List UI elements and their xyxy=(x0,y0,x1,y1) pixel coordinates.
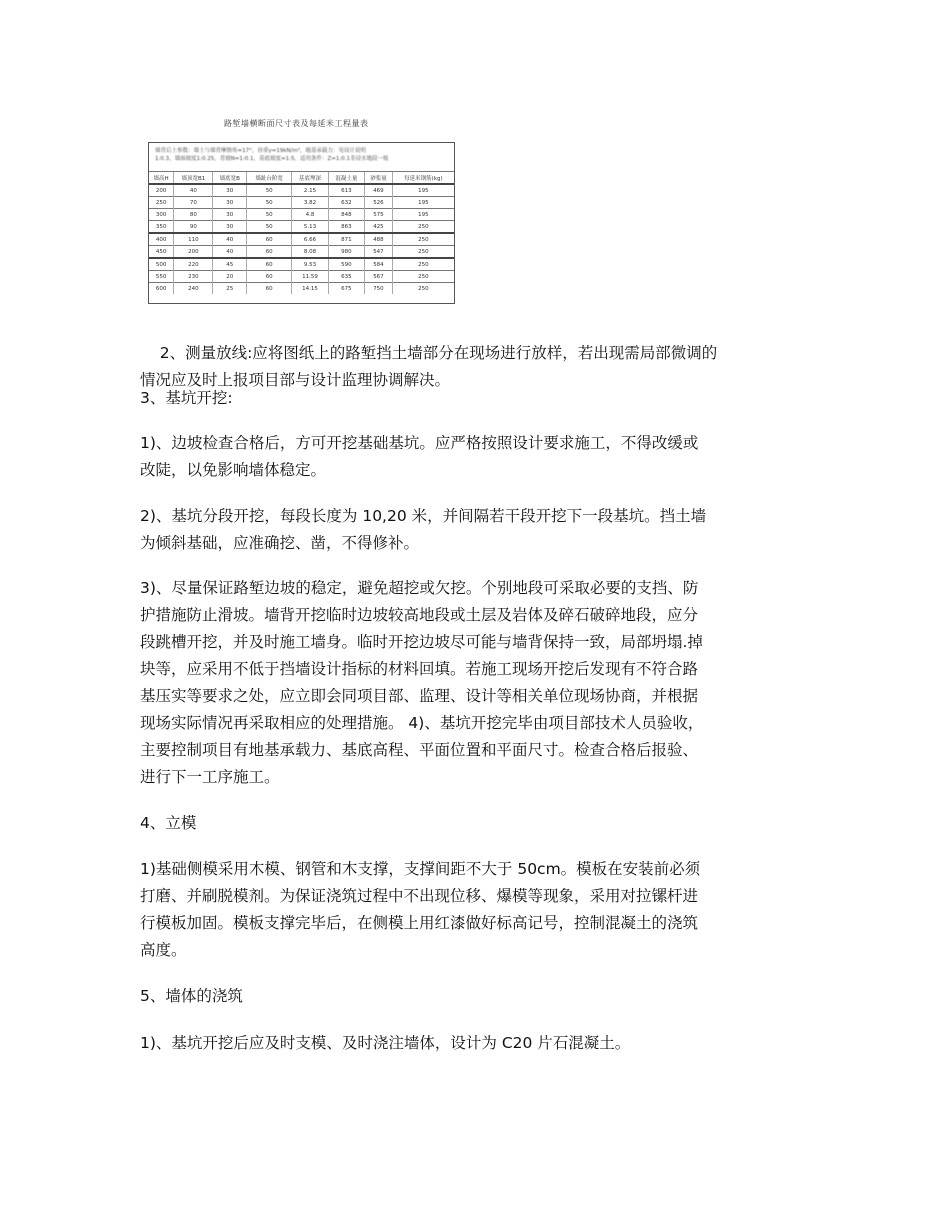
figure-table-cell: 871 xyxy=(328,233,364,246)
column-header: 墙趾台阶宽 xyxy=(247,172,292,185)
figure-table-box xyxy=(148,142,455,304)
figure-table-cell: 500 xyxy=(149,258,174,271)
figure-table-cell: 632 xyxy=(328,197,364,209)
text-line: 情况应及时上报项目部与设计监理协调解决。 xyxy=(140,371,451,389)
column-header: 基底埋深 xyxy=(292,172,328,185)
figure-table-cell: 488 xyxy=(365,233,393,246)
text-line: 行模板加固。模板支撑完毕后，在侧模上用红漆做好标高记号，控制混凝土的浇筑 xyxy=(140,914,699,932)
figure-table-row xyxy=(149,283,454,295)
figure-table-row xyxy=(149,271,454,283)
figure-table-cell: 30 xyxy=(213,197,247,209)
figure-table-cell: 45 xyxy=(213,258,247,271)
figure-table-cell: 60 xyxy=(247,246,292,259)
figure-table-cell: 450 xyxy=(149,246,174,259)
figure-table-body xyxy=(149,184,454,294)
figure-table-cell: 425 xyxy=(365,221,393,234)
column-header: 墙顶宽B1 xyxy=(174,172,213,185)
figure-title: 路堑墙横断面尺寸表及每延米工程量表 xyxy=(224,119,369,128)
text-line: 现场实际情况再采取相应的处理措施。 4)、基坑开挖完毕由项目部技术人员验收， xyxy=(140,714,704,732)
paragraph-excavation-3 xyxy=(140,575,820,791)
text-line: 护措施防止滑坡。墙背开挖临时边坡较高地段或土层及岩体及碎石破碎地段，应分 xyxy=(140,606,699,624)
figure-table-cell: 6.66 xyxy=(292,233,328,246)
figure-table-cell: 863 xyxy=(328,221,364,234)
text-line: 2、测量放线:应将图纸上的路堑挡土墙部分在现场进行放样，若出现需局部微调的 xyxy=(159,344,718,362)
figure-table-cell: 200 xyxy=(149,184,174,197)
figure-table-cell: 40 xyxy=(174,184,213,197)
figure-header-notes xyxy=(155,147,388,163)
text-line: 3)、尽量保证路堑边坡的稳定，避免超挖或欠挖。个别地段可采取必要的支挡、防 xyxy=(140,579,699,597)
figure-table-row xyxy=(149,197,454,209)
paragraph-excavation-1 xyxy=(140,430,820,484)
figure-table-cell: 848 xyxy=(328,209,364,221)
figure-table-cell: 200 xyxy=(174,246,213,259)
text-line: 1)、边坡检查合格后，方可开挖基础基坑。应严格按照设计要求施工，不得改缓或 xyxy=(140,434,699,452)
figure-table-cell: 980 xyxy=(328,246,364,259)
figure-table-cell: 14.15 xyxy=(292,283,328,295)
paragraph-wall-pouring-1 xyxy=(140,1030,820,1057)
text-line: 段跳槽开挖，并及时施工墙身。临时开挖边坡尽可能与墙背保持一致，局部坍塌.掉 xyxy=(140,633,703,651)
column-header: 每延米钢筋(kg) xyxy=(392,172,454,185)
figure-table-cell: 50 xyxy=(247,197,292,209)
figure-table-cell: 250 xyxy=(392,283,454,295)
paragraph-formwork-1 xyxy=(140,856,820,964)
figure-table-row xyxy=(149,221,454,234)
text-line: 3、基坑开挖: xyxy=(140,389,233,407)
figure-table-cell: 250 xyxy=(392,233,454,246)
column-header: 混凝土量 xyxy=(328,172,364,185)
figure-table-cell: 250 xyxy=(392,258,454,271)
figure-table-cell: 40 xyxy=(213,233,247,246)
heading-excavation xyxy=(140,385,820,412)
figure-table-cell: 675 xyxy=(328,283,364,295)
figure-table-cell: 70 xyxy=(174,197,213,209)
figure-table-cell: 50 xyxy=(247,221,292,234)
figure-table-cell: 250 xyxy=(392,271,454,283)
figure-table-cell: 250 xyxy=(392,221,454,234)
figure-table-row xyxy=(149,184,454,197)
figure-table-cell: 550 xyxy=(149,271,174,283)
figure-table-cell: 4.8 xyxy=(292,209,328,221)
figure-table-cell: 300 xyxy=(149,209,174,221)
text-line: 基压实等要求之处，应立即会同项目部、监理、设计等相关单位现场协商，并根据 xyxy=(140,687,699,705)
figure-table xyxy=(149,171,454,294)
figure-table-row xyxy=(149,209,454,221)
text-line: 5、墙体的浇筑 xyxy=(140,987,243,1005)
figure-table-cell: 60 xyxy=(247,271,292,283)
text-line: 1)基础侧模采用木模、钢管和木支撑，支撑间距不大于 50cm。模板在安装前必须 xyxy=(140,860,701,878)
figure-table-cell: 195 xyxy=(392,197,454,209)
figure-table-cell: 526 xyxy=(365,197,393,209)
heading-wall-pouring xyxy=(140,983,820,1010)
column-header: 墙高H xyxy=(149,172,174,185)
figure-table-cell: 90 xyxy=(174,221,213,234)
embedded-table-figure xyxy=(148,118,455,304)
figure-table-cell: 750 xyxy=(365,283,393,295)
column-header: 墙底宽B xyxy=(213,172,247,185)
figure-table-cell: 110 xyxy=(174,233,213,246)
figure-table-cell: 469 xyxy=(365,184,393,197)
figure-table-cell: 195 xyxy=(392,184,454,197)
figure-table-cell: 230 xyxy=(174,271,213,283)
figure-table-cell: 250 xyxy=(392,246,454,259)
figure-table-cell: 30 xyxy=(213,184,247,197)
figure-table-header-row xyxy=(149,172,454,185)
text-line: 主要控制项目有地基承载力、基底高程、平面位置和平面尺寸。检查合格后报验、 xyxy=(140,741,699,759)
text-line: 打磨、并刷脱模剂。为保证浇筑过程中不出现位移、爆模等现象，采用对拉镙杆进 xyxy=(140,887,699,905)
figure-table-cell: 350 xyxy=(149,221,174,234)
heading-formwork xyxy=(140,810,820,837)
figure-table-cell: 613 xyxy=(328,184,364,197)
figure-table-cell: 220 xyxy=(174,258,213,271)
figure-table-cell: 80 xyxy=(174,209,213,221)
figure-table-cell: 11.59 xyxy=(292,271,328,283)
figure-table-cell: 575 xyxy=(365,209,393,221)
paragraph-excavation-2 xyxy=(140,503,820,557)
figure-table-cell: 60 xyxy=(247,283,292,295)
figure-table-cell: 40 xyxy=(213,246,247,259)
figure-table-cell: 5.13 xyxy=(292,221,328,234)
figure-table-cell: 9.53 xyxy=(292,258,328,271)
figure-table-cell: 20 xyxy=(213,271,247,283)
text-line: 2)、基坑分段开挖，每段长度为 10,20 米，并间隔若干段开挖下一段基坑。挡土墙 xyxy=(140,507,707,525)
figure-table-cell: 584 xyxy=(365,258,393,271)
text-line: 进行下一工序施工。 xyxy=(140,768,280,786)
figure-table-cell: 8.08 xyxy=(292,246,328,259)
figure-table-row xyxy=(149,258,454,271)
figure-table-cell: 50 xyxy=(247,209,292,221)
figure-header-line: 墙背后土参数：墙土与墙背摩擦角=17°，容重γ=19kN/m³，地基承载力：见设计说明 xyxy=(155,148,366,154)
figure-table-cell: 30 xyxy=(213,209,247,221)
figure-table-cell: 3.82 xyxy=(292,197,328,209)
figure-table-cell: 240 xyxy=(174,283,213,295)
figure-header-line: 1:0.3，墙面坡度1:0.25，背坡N=1:0.1，基底坡度=1:5，适用条件：Z=1:0.1非浸水地段一般 xyxy=(155,156,389,162)
text-line: 4、立模 xyxy=(140,814,197,832)
figure-table-cell: 590 xyxy=(328,258,364,271)
figure-table-cell: 25 xyxy=(213,283,247,295)
figure-table-cell: 250 xyxy=(149,197,174,209)
figure-table-cell: 547 xyxy=(365,246,393,259)
figure-table-cell: 635 xyxy=(328,271,364,283)
figure-table-cell: 2.15 xyxy=(292,184,328,197)
figure-table-row xyxy=(149,233,454,246)
paragraph-survey-layout xyxy=(140,313,820,394)
text-line: 改陡，以免影响墙体稳定。 xyxy=(140,461,327,479)
text-line: 块等，应采用不低于挡墙设计指标的材料回填。若施工现场开挖后发现有不符合路 xyxy=(140,660,699,678)
text-line: 1)、基坑开挖后应及时支模、及时浇注墙体，设计为 C20 片石混凝土。 xyxy=(140,1034,631,1052)
text-line: 高度。 xyxy=(140,941,187,959)
text-line: 为倾斜基础，应准确挖、凿，不得修补。 xyxy=(140,534,420,552)
figure-table-cell: 195 xyxy=(392,209,454,221)
figure-table-cell: 400 xyxy=(149,233,174,246)
figure-table-cell: 600 xyxy=(149,283,174,295)
figure-table-cell: 60 xyxy=(247,233,292,246)
figure-table-cell: 50 xyxy=(247,184,292,197)
column-header: 砂浆量 xyxy=(365,172,393,185)
figure-table-cell: 30 xyxy=(213,221,247,234)
figure-table-cell: 567 xyxy=(365,271,393,283)
figure-table-cell: 60 xyxy=(247,258,292,271)
figure-table-row xyxy=(149,246,454,259)
